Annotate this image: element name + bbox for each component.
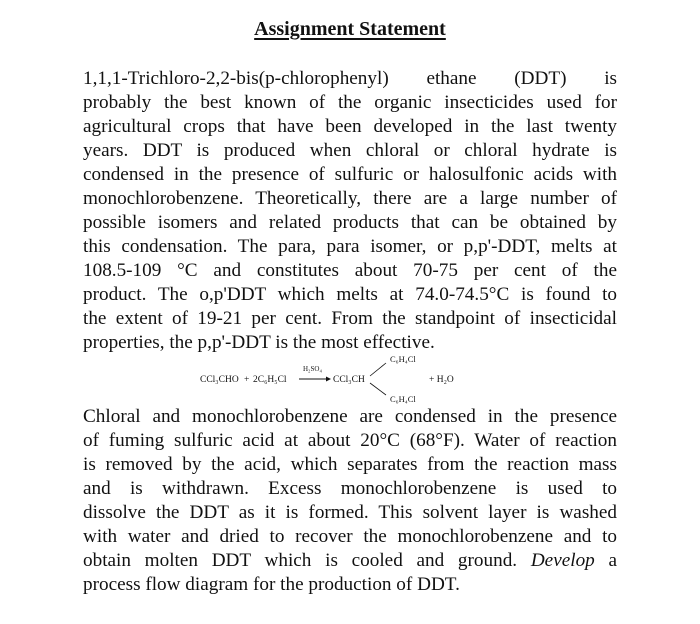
text-line: properties, the p,p'-DDT is the most effective. (83, 332, 435, 353)
bond-up (370, 363, 386, 376)
text-line: with water and dried to recover the monochlorobenzene and to (83, 526, 617, 547)
substituent-top: C₆H₄Cl (390, 354, 416, 364)
text-line (83, 549, 617, 573)
plus-sign: + (244, 375, 250, 385)
emphasis-develop: Develop (530, 550, 595, 571)
text-line: this condensation. The para, para isomer, or p,p'-DDT, melts at (83, 236, 617, 257)
text-line: probably the best known of the organic insecticides used for (83, 92, 617, 113)
text-line: dissolve the DDT as it is formed. This solvent layer is washed (83, 502, 617, 523)
reaction-arrow-head (326, 377, 331, 382)
text-line: 108.5-109 °C and constitutes about 70-75 per cent of the (83, 260, 617, 281)
text-line: possible isomers and related products that can be obtained by (83, 212, 617, 233)
text-line: product. The o,p'DDT which melts at 74.0-74.5°C is found to (83, 284, 617, 305)
product-core: CCl₃CH (333, 375, 365, 385)
reaction-equation (200, 352, 500, 407)
substituent-bottom: C₆H₄Cl (390, 394, 416, 404)
reaction-diagram (200, 352, 500, 407)
byproduct-water: + H₂O (429, 375, 454, 385)
text-line: monochlorobenzene. Theoretically, there are a large number of (83, 188, 617, 209)
reactant-chlorobenzene: 2C₆H₅Cl (253, 375, 287, 385)
text-segment: a (608, 550, 618, 571)
text-line: 1,1,1-Trichloro-2,2-bis(p-chlorophenyl) ethane (DDT) is (83, 68, 617, 89)
text-line: of fuming sulfuric acid at about 20°C (68°F). Water of reaction (83, 430, 617, 451)
catalyst-label: H₂SO₄ (303, 365, 322, 373)
text-line: condensed in the presence of sulfuric or halosulfonic acids with (83, 164, 617, 185)
text-line: years. DDT is produced when chloral or chloral hydrate is (83, 140, 617, 161)
text-line: Chloral and monochlorobenzene are condensed in the presence (83, 406, 617, 427)
paragraph-intro (83, 67, 617, 355)
text-line: is removed by the acid, which separates from the reaction mass (83, 454, 617, 475)
reactant-chloral: CCl₃CHO (200, 375, 239, 385)
bond-down (370, 383, 386, 395)
text-line: process flow diagram for the production of DDT. (83, 574, 460, 595)
text-segment: obtain molten DDT which is cooled and ground. (83, 550, 518, 571)
text-line: agricultural crops that have been developed in the last twenty (83, 116, 617, 137)
page-title: Assignment Statement (254, 18, 446, 40)
text-line: and is withdrawn. Excess monochlorobenzene is used to (83, 478, 617, 499)
text-line: the extent of 19-21 per cent. From the standpoint of insecticidal (83, 308, 617, 329)
paragraph-process (83, 405, 617, 597)
